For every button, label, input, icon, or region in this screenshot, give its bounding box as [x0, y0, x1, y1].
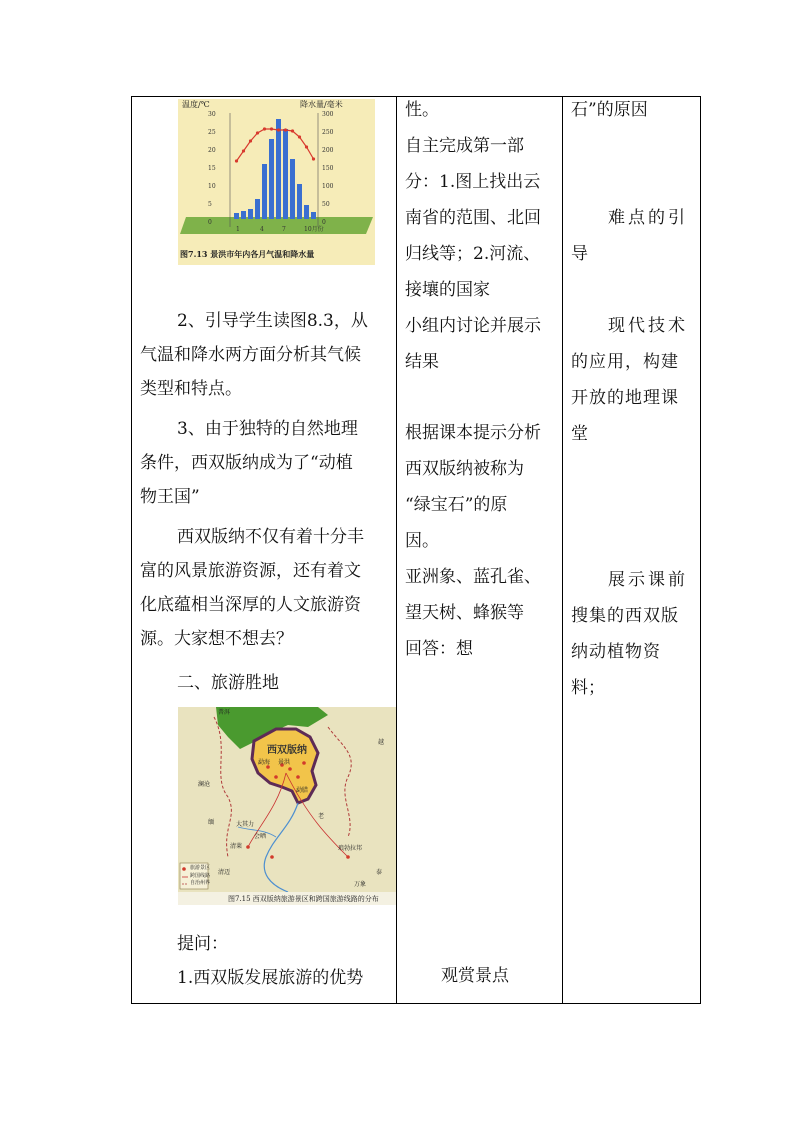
chart-left-axis-title: 温度/℃	[182, 100, 210, 109]
paragraph-4-line-3: 化底蕴相当深厚的人文旅游资	[140, 595, 361, 615]
paragraph-3-line-1: 3、由于独特的自然地理	[177, 419, 358, 439]
chart-x-tick: 10月份	[304, 226, 324, 233]
student-task-line-4: 归线等；2.河流、	[405, 244, 541, 264]
chart-right-tick: 200	[322, 147, 334, 154]
map-legend-item: 跨国线路	[190, 873, 211, 879]
chart-temp-point	[235, 159, 238, 162]
chart-temp-point	[263, 127, 266, 130]
chart-x-tick: 1	[236, 226, 240, 233]
chart-temp-point	[305, 145, 308, 148]
intent-show-line-4: 料；	[571, 678, 605, 698]
paragraph-3-line-3: 物王国”	[140, 487, 200, 507]
student-line-continued: 性。	[405, 100, 439, 120]
tourism-map	[178, 707, 396, 905]
chart-bar	[297, 184, 302, 219]
map-legend-item: 旅游景区	[190, 865, 211, 871]
chart-right-tick: 150	[322, 165, 334, 172]
map-place-label: 越	[378, 739, 385, 746]
chart-x-tick: 4	[260, 226, 264, 233]
chart-bar	[234, 213, 239, 219]
climate-chart-figure	[178, 99, 375, 265]
chart-left-tick: 15	[208, 165, 216, 172]
intent-show-line-3: 纳动植物资	[571, 642, 661, 662]
paragraph-4-line-4: 源。大家想不想去？	[140, 629, 293, 649]
chart-caption: 图7.13 景洪市年内各月气温和降水量	[180, 249, 315, 259]
chart-left-tick: 20	[208, 147, 216, 154]
chart-right-tick: 50	[322, 201, 330, 208]
question-label: 提问：	[177, 934, 228, 954]
student-analysis-line-2: 西双版纳被称为	[405, 459, 524, 479]
map-caption: 图7.15 西双版纳旅游景区和跨国旅游线路的分布	[228, 895, 379, 903]
chart-left-tick: 10	[208, 183, 216, 190]
chart-bar	[276, 119, 281, 219]
chart-temp-point	[284, 128, 287, 131]
map-place-label: 景洪	[278, 759, 291, 766]
student-group-line-2: 结果	[405, 352, 439, 372]
student-task-line-1: 自主完成第一部	[405, 136, 524, 156]
chart-right-axis-title: 降水量/毫米	[300, 100, 343, 109]
map-place-label: 清迈	[218, 869, 231, 876]
intent-tech-line-3: 开放的地理课	[571, 388, 679, 408]
intent-difficulty-line-2: 导	[571, 244, 588, 264]
student-analysis-line-1: 根据课本提示分析	[405, 423, 541, 443]
intent-tech-line-1: 现代技术	[608, 316, 688, 336]
student-analysis-line-4: 因。	[405, 531, 439, 551]
chart-left-tick: 0	[208, 219, 212, 226]
chart-right-tick: 0	[322, 219, 326, 226]
chart-temp-point	[249, 139, 252, 142]
map-legend-item: 自治州界	[190, 880, 211, 886]
map-place-label: 普洱	[218, 709, 231, 716]
chart-temp-point	[242, 149, 245, 152]
chart-right-tick: 300	[322, 111, 334, 118]
chart-bar	[262, 164, 267, 219]
map-place-label: 琅勃拉邦	[338, 845, 363, 852]
chart-temp-point	[312, 157, 315, 160]
map-place-label: 勐腊	[296, 787, 309, 794]
intent-show-line-2: 搜集的西双版	[571, 606, 679, 626]
chart-x-tick: 7	[282, 226, 286, 233]
chart-left-tick: 5	[208, 201, 212, 208]
question-1: 1.西双版发展旅游的优势	[177, 968, 364, 988]
map-place-label: 会晒	[254, 833, 267, 840]
chart-temp-point	[270, 127, 273, 130]
student-task-line-5: 接壤的国家	[405, 280, 490, 300]
student-activity-column	[397, 97, 562, 1003]
intent-tech-line-2: 的应用，构建	[571, 352, 679, 372]
chart-right-tick: 100	[322, 183, 334, 190]
teacher-activity-column	[132, 97, 396, 1003]
chart-bar	[241, 211, 246, 219]
map-place-label: 大其力	[236, 821, 255, 828]
chart-temp-point	[298, 135, 301, 138]
chart-bar	[248, 209, 253, 219]
intent-line-continued: 石”的原因	[571, 100, 648, 120]
chart-bar	[290, 159, 295, 219]
student-animals-line-2: 望天树、蜂猴等	[405, 603, 524, 623]
student-group-line-1: 小组内讨论并展示	[405, 316, 541, 336]
map-place-label: 清莱	[230, 843, 243, 850]
map-place-label: 勐海	[258, 759, 271, 766]
student-answer: 回答：想	[405, 639, 473, 659]
paragraph-4-line-2: 富的风景旅游资源，还有着文	[140, 561, 361, 581]
tourism-map-figure	[178, 707, 396, 905]
chart-right-tick: 250	[322, 129, 334, 136]
chart-bar	[283, 129, 288, 219]
chart-bar	[269, 139, 274, 219]
chart-temp-point	[256, 131, 259, 134]
design-intent-column	[563, 97, 702, 1003]
intent-show-line-1: 展示课前	[608, 570, 688, 590]
chart-left-tick: 25	[208, 129, 216, 136]
map-place-label: 泰	[376, 869, 383, 876]
map-place-label: 万象	[354, 881, 367, 888]
paragraph-2-line-1: 2、引导学生读图8.3，从	[177, 311, 368, 331]
student-task-line-3: 南省的范围、北回	[405, 208, 541, 228]
student-animals-line-1: 亚洲象、蓝孔雀、	[405, 567, 541, 587]
chart-temp-point	[277, 128, 280, 131]
chart-bar	[255, 199, 260, 219]
chart-temp-point	[291, 129, 294, 132]
chart-bar	[311, 212, 316, 219]
map-place-label: 老	[318, 813, 325, 820]
intent-tech-line-4: 堂	[571, 424, 588, 444]
map-place-label: 澜沧	[198, 781, 211, 788]
paragraph-2-line-3: 类型和特点。	[140, 379, 242, 399]
intent-difficulty-line-1: 难点的引	[608, 208, 688, 228]
section-heading-tourism: 二、旅游胜地	[177, 673, 279, 693]
chart-left-tick: 30	[208, 111, 216, 118]
paragraph-3-line-2: 条件，西双版纳成为了“动植	[140, 453, 353, 473]
paragraph-4-line-1: 西双版纳不仅有着十分丰	[177, 527, 364, 547]
student-task-line-2: 分：1.图上找出云	[405, 172, 541, 192]
map-place-label: 缅	[208, 819, 215, 826]
chart-bar	[304, 205, 309, 219]
student-watch: 观赏景点	[441, 966, 509, 986]
student-analysis-line-3: “绿宝石”的原	[405, 495, 508, 515]
paragraph-2-line-2: 气温和降水两方面分析其气候	[140, 345, 361, 365]
lesson-table	[131, 96, 701, 1004]
map-label-region: 西双版纳	[267, 745, 307, 756]
climate-chart	[178, 99, 375, 265]
